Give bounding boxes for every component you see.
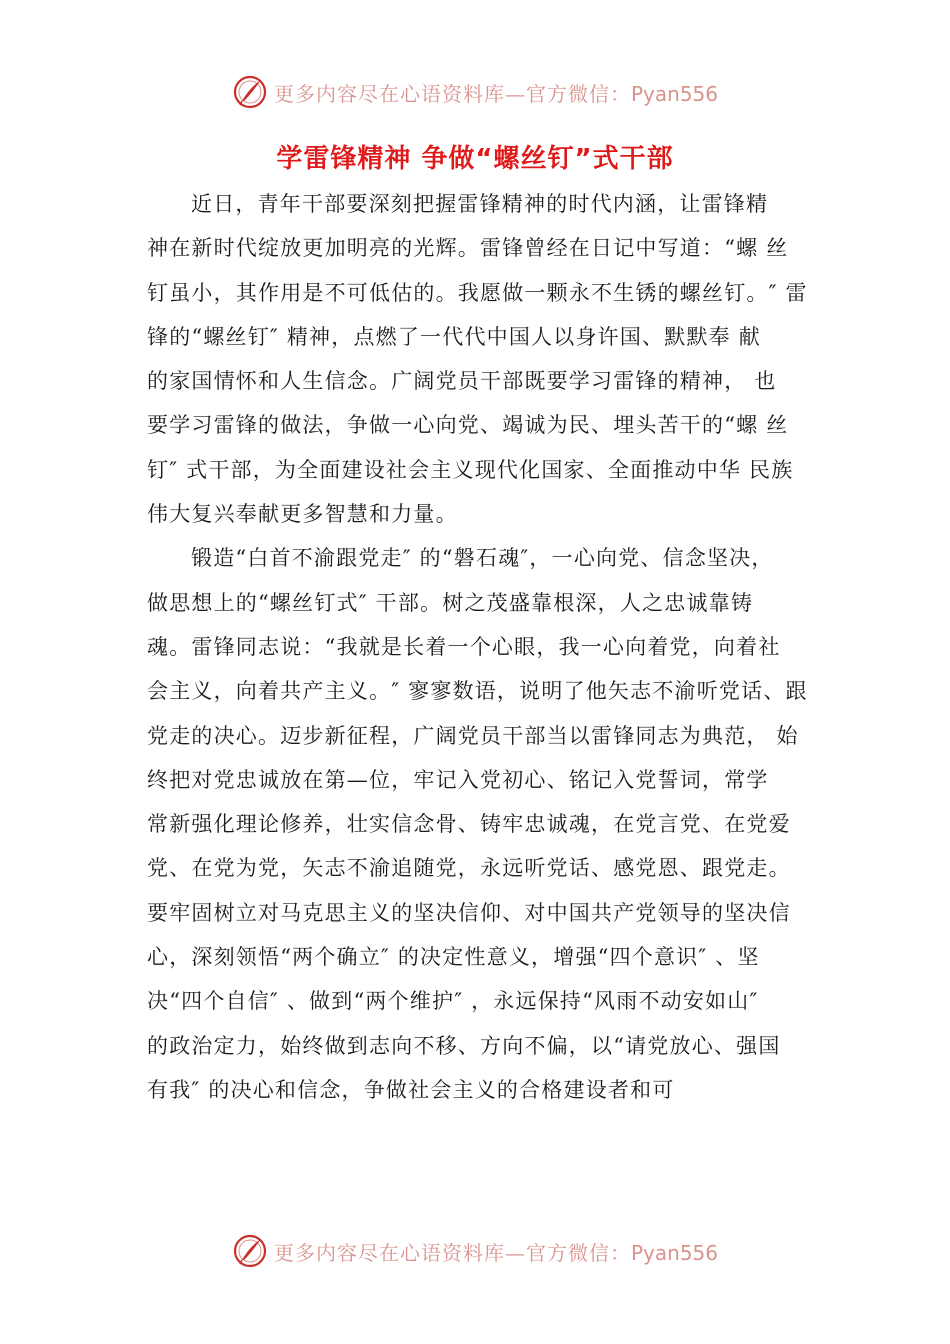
- text-line: 终把对党忠诚放在第—位，牢记入党初心、铭记入党誓词，常学: [147, 767, 769, 792]
- banner-text: [274, 78, 718, 107]
- text-line: 钉″ 式干部，为全面建设社会主义现代化国家、全面推动中华 民族: [147, 457, 794, 482]
- paragraph-1: [147, 182, 837, 536]
- text-line: 党、在党为党，矢志不渝追随党，永远听党话、感党恩、跟党走。: [147, 856, 791, 881]
- text-line: 有我″ 的决心和信念，争做社会主义的合格建设者和可: [147, 1077, 675, 1102]
- text-line: 的政治定力，始终做到志向不移、方向不偏，以“请党放心、强国: [147, 1033, 781, 1058]
- document-body: [147, 182, 837, 1112]
- text-line: 决“四个自信″ 、做到“两个维护″ ，永远保持“风雨不动安如山″: [147, 989, 759, 1014]
- text-line: 锋的“螺丝钉″ 精神，点燃了一代代中国人以身许国、默默奉 献: [147, 324, 761, 349]
- text-line: 做思想上的“螺丝钉式″ 干部。树之茂盛靠根深，人之忠诚靠铸: [147, 590, 754, 615]
- text-line: 心，深刻领悟“两个确立″ 的决定性意义，增强“四个意识″ 、坚: [147, 945, 760, 970]
- banner-label: 更多内容尽在心语资料库—官方微信：: [273, 1240, 631, 1265]
- footer-banner: [0, 1231, 950, 1271]
- quill-logo-icon: [232, 74, 268, 110]
- text-line: 会主义，向着共产主义。″ 寥寥数语，说明了他矢志不渝听党话、跟: [147, 679, 808, 704]
- wechat-id: Pyan556: [630, 81, 718, 106]
- text-line: 魂。雷锋同志说：“我就是长着一个心眼，我一心向着党，向着社: [147, 634, 781, 659]
- text-line: 的家国情怀和人生信念。广阔党员干部既要学习雷锋的精神， 也: [147, 369, 777, 394]
- text-line: 常新强化理论修养，壮实信念骨、铸牢忠诚魂，在党言党、在党爱: [147, 812, 791, 837]
- paragraph-2: [147, 536, 837, 1112]
- quill-logo-icon: [232, 1233, 268, 1269]
- text-line: 要学习雷锋的做法，争做一心向党、竭诚为民、埋头苦干的“螺 丝: [147, 413, 789, 438]
- banner-text: [274, 1237, 718, 1266]
- text-line: 神在新时代绽放更加明亮的光辉。雷锋曾经在日记中写道：“螺 丝: [147, 236, 789, 261]
- text-line: 要牢固树立对马克思主义的坚决信仰、对中国共产党领导的坚决信: [147, 900, 791, 925]
- text-line: 近日，青年干部要深刻把握雷锋精神的时代内涵，让雷锋精: [191, 192, 769, 216]
- header-banner: [0, 72, 950, 112]
- text-line: 锻造“白首不渝跟党走″ 的“磐石魂″，一心向党、信念坚决，: [191, 546, 774, 571]
- document-title: 学雷锋精神 争做“螺丝钉”式干部: [276, 144, 674, 174]
- text-line: 钉虽小，其作用是不可低估的。我愿做一颗永不生锈的螺丝钉。″ 雷: [147, 280, 808, 305]
- wechat-id: Pyan556: [630, 1240, 718, 1265]
- text-line: 党走的决心。迈步新征程，广阔党员干部当以雷锋同志为典范， 始: [147, 723, 799, 748]
- text-line: 伟大复兴奉献更多智慧和力量。: [147, 502, 458, 527]
- banner-label: 更多内容尽在心语资料库—官方微信：: [273, 81, 631, 106]
